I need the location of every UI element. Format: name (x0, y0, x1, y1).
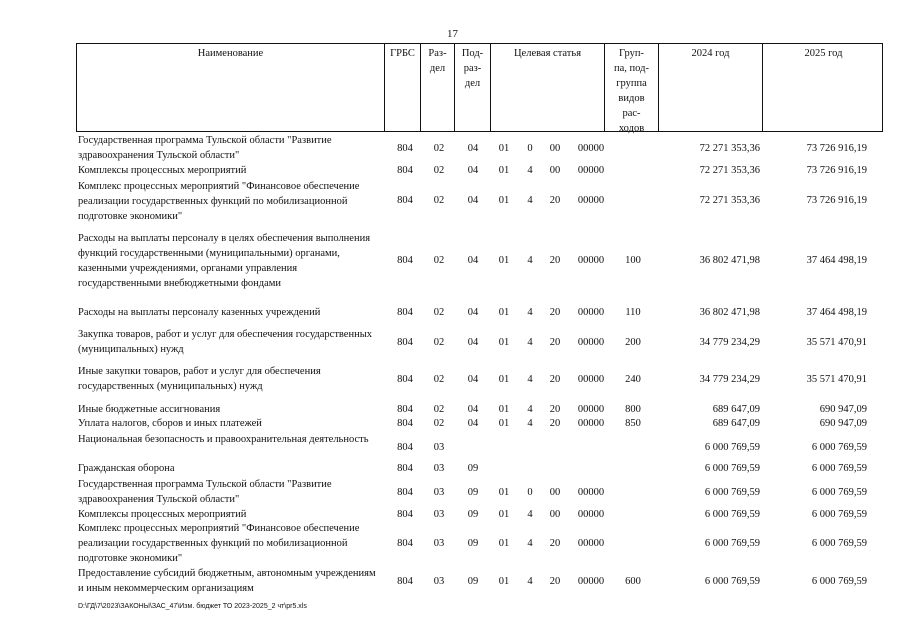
cell-target-program: 01 (498, 418, 510, 429)
cell-razdel: 02 (433, 374, 445, 385)
table-row (0, 133, 905, 163)
cell-target-complex: 20 (549, 195, 561, 206)
cell-grbs: 804 (397, 255, 413, 266)
cell-target-complex: 00 (549, 509, 561, 520)
cell-2024: 6 000 769,59 (704, 576, 760, 587)
table-header (76, 43, 883, 132)
cell-target-type: 4 (527, 337, 533, 348)
cell-target-type: 4 (527, 538, 533, 549)
cell-target-type: 4 (527, 374, 533, 385)
cell-name: Расходы на выплаты персоналу казенных учреждений (78, 307, 321, 318)
table-row (0, 507, 905, 522)
cell-target-program: 01 (498, 255, 510, 266)
cell-target-program: 01 (498, 307, 510, 318)
cell-2024: 34 779 234,29 (699, 337, 760, 348)
cell-2025: 6 000 769,59 (811, 509, 867, 520)
cell-2025: 690 947,09 (819, 404, 867, 415)
table-row (0, 179, 905, 224)
cell-target-program: 01 (498, 195, 510, 206)
table-row (0, 461, 905, 476)
table-row (0, 327, 905, 357)
cell-2024: 36 802 471,98 (699, 307, 760, 318)
cell-grbs: 804 (397, 442, 413, 453)
cell-name: Комплексы процессных мероприятий (78, 165, 247, 176)
cell-2024: 6 000 769,59 (704, 463, 760, 474)
cell-target-complex: 20 (549, 418, 561, 429)
cell-target-complex: 20 (549, 404, 561, 415)
cell-2024: 34 779 234,29 (699, 374, 760, 385)
cell-target-complex: 20 (549, 374, 561, 385)
cell-target-direction: 00000 (577, 418, 605, 429)
col-header-group: Груп- па, под- группа видов рас- ходов (605, 44, 659, 131)
col-header-razdel: Раз- дел (421, 44, 455, 131)
col-header-grbs: ГРБС (385, 44, 421, 131)
cell-expense-group: 600 (625, 576, 641, 587)
cell-expense-group: 240 (625, 374, 641, 385)
cell-podrazdel: 04 (467, 307, 479, 318)
cell-name: Закупка товаров, работ и услуг для обеспечения государственных (муниципальных) нужд (78, 329, 373, 355)
cell-2024: 6 000 769,59 (704, 487, 760, 498)
cell-grbs: 804 (397, 509, 413, 520)
cell-podrazdel: 04 (467, 337, 479, 348)
table-row (0, 163, 905, 178)
cell-name: Комплекс процессных мероприятий "Финансовое обеспечение реализации государственных функций по мобилизационной подготовке экономики" (78, 181, 360, 222)
cell-podrazdel: 09 (467, 487, 479, 498)
cell-2024: 72 271 353,36 (699, 143, 760, 154)
table-row (0, 521, 905, 566)
cell-expense-group: 110 (625, 307, 641, 318)
cell-2024: 6 000 769,59 (704, 509, 760, 520)
cell-expense-group: 200 (625, 337, 641, 348)
cell-2025: 690 947,09 (819, 418, 867, 429)
cell-2025: 6 000 769,59 (811, 442, 867, 453)
cell-target-direction: 00000 (577, 337, 605, 348)
cell-razdel: 02 (433, 143, 445, 154)
table-row (0, 416, 905, 431)
col-header-podrazdel: Под- раз- дел (455, 44, 491, 131)
cell-name: Национальная безопасность и правоохранительная деятельность (78, 434, 369, 445)
cell-name: Иные бюджетные ассигнования (78, 404, 221, 415)
cell-name: Гражданская оборона (78, 463, 175, 474)
cell-target-program: 01 (498, 538, 510, 549)
cell-razdel: 03 (433, 509, 445, 520)
cell-2025: 73 726 916,19 (806, 195, 867, 206)
cell-name: Государственная программа Тульской области "Развитие здравоохранения Тульской области" (78, 479, 332, 505)
col-header-target: Целевая статья (491, 44, 605, 131)
cell-grbs: 804 (397, 418, 413, 429)
cell-grbs: 804 (397, 404, 413, 415)
cell-2025: 6 000 769,59 (811, 576, 867, 587)
cell-2025: 73 726 916,19 (806, 143, 867, 154)
cell-target-direction: 00000 (577, 404, 605, 415)
cell-2024: 72 271 353,36 (699, 195, 760, 206)
cell-razdel: 02 (433, 337, 445, 348)
table-row (0, 402, 905, 417)
cell-podrazdel: 09 (467, 463, 479, 474)
cell-name: Иные закупки товаров, работ и услуг для обеспечения государственных (муниципальных) нужд (78, 366, 321, 392)
cell-2025: 73 726 916,19 (806, 165, 867, 176)
cell-2025: 37 464 498,19 (806, 307, 867, 318)
cell-podrazdel: 04 (467, 418, 479, 429)
cell-grbs: 804 (397, 576, 413, 587)
table-row (0, 305, 905, 320)
cell-target-complex: 00 (549, 165, 561, 176)
cell-target-type: 4 (527, 509, 533, 520)
cell-2025: 6 000 769,59 (811, 463, 867, 474)
table-row (0, 477, 905, 507)
cell-podrazdel: 04 (467, 143, 479, 154)
cell-target-program: 01 (498, 143, 510, 154)
cell-razdel: 02 (433, 195, 445, 206)
cell-grbs: 804 (397, 374, 413, 385)
cell-name: Уплата налогов, сборов и иных платежей (78, 418, 262, 429)
cell-2025: 6 000 769,59 (811, 487, 867, 498)
cell-name: Комплекс процессных мероприятий "Финансовое обеспечение реализации государственных функций по мобилизационной подготовке экономики" (78, 523, 360, 564)
cell-razdel: 03 (433, 442, 445, 453)
cell-target-type: 4 (527, 195, 533, 206)
table-row (0, 364, 905, 394)
cell-podrazdel: 04 (467, 374, 479, 385)
cell-name: Комплексы процессных мероприятий (78, 509, 247, 520)
cell-target-direction: 00000 (577, 538, 605, 549)
cell-target-type: 4 (527, 255, 533, 266)
cell-podrazdel: 04 (467, 195, 479, 206)
table-row (0, 432, 905, 462)
cell-target-complex: 00 (549, 487, 561, 498)
cell-razdel: 02 (433, 255, 445, 266)
cell-target-complex: 20 (549, 337, 561, 348)
cell-target-complex: 20 (549, 307, 561, 318)
cell-razdel: 03 (433, 487, 445, 498)
cell-podrazdel: 09 (467, 509, 479, 520)
cell-expense-group: 100 (625, 255, 641, 266)
cell-target-program: 01 (498, 374, 510, 385)
cell-target-complex: 20 (549, 255, 561, 266)
cell-2025: 35 571 470,91 (806, 337, 867, 348)
cell-name: Предоставление субсидий бюджетным, автономным учреждениям и иным некоммерческим организациям (78, 568, 376, 594)
cell-podrazdel: 09 (467, 576, 479, 587)
cell-target-complex: 20 (549, 576, 561, 587)
cell-razdel: 02 (433, 165, 445, 176)
cell-grbs: 804 (397, 307, 413, 318)
cell-target-direction: 00000 (577, 374, 605, 385)
cell-target-direction: 00000 (577, 195, 605, 206)
table-row (0, 231, 905, 291)
cell-podrazdel: 04 (467, 165, 479, 176)
footer-file-path: D:\ГД\7\2023\ЗАКОНЫ\ЗАС_47\Изм. бюджет ТО 2023-2025_2 чт\pr5.xls (78, 603, 307, 610)
cell-podrazdel: 04 (467, 404, 479, 415)
cell-2025: 35 571 470,91 (806, 374, 867, 385)
cell-target-complex: 20 (549, 538, 561, 549)
col-header-2024: 2024 год (659, 44, 763, 131)
cell-grbs: 804 (397, 463, 413, 474)
cell-grbs: 804 (397, 165, 413, 176)
col-header-name: Наименование (77, 44, 385, 131)
page-number: 17 (447, 28, 458, 40)
cell-2024: 36 802 471,98 (699, 255, 760, 266)
cell-expense-group: 850 (625, 418, 641, 429)
cell-2024: 6 000 769,59 (704, 538, 760, 549)
cell-target-type: 4 (527, 576, 533, 587)
cell-grbs: 804 (397, 337, 413, 348)
cell-target-complex: 00 (549, 143, 561, 154)
cell-target-direction: 00000 (577, 255, 605, 266)
cell-name: Расходы на выплаты персоналу в целях обеспечения выполнения функций государственными (муниципальными) органами, казенными учреждениями, органами управления государственными внебюджетными фондами (78, 233, 371, 289)
cell-grbs: 804 (397, 538, 413, 549)
cell-target-type: 4 (527, 165, 533, 176)
cell-target-program: 01 (498, 404, 510, 415)
cell-target-type: 4 (527, 307, 533, 318)
cell-target-type: 4 (527, 418, 533, 429)
cell-expense-group: 800 (625, 404, 641, 415)
cell-razdel: 02 (433, 404, 445, 415)
cell-target-direction: 00000 (577, 487, 605, 498)
cell-target-program: 01 (498, 487, 510, 498)
cell-target-type: 0 (527, 143, 533, 154)
col-header-2025: 2025 год (804, 48, 843, 59)
cell-2024: 6 000 769,59 (704, 442, 760, 453)
cell-target-direction: 00000 (577, 576, 605, 587)
cell-podrazdel: 04 (467, 255, 479, 266)
table-row (0, 566, 905, 596)
cell-target-direction: 00000 (577, 143, 605, 154)
cell-target-type: 4 (527, 404, 533, 415)
cell-grbs: 804 (397, 487, 413, 498)
cell-2025: 37 464 498,19 (806, 255, 867, 266)
cell-target-program: 01 (498, 576, 510, 587)
cell-2024: 689 647,09 (712, 404, 760, 415)
cell-grbs: 804 (397, 195, 413, 206)
cell-target-direction: 00000 (577, 165, 605, 176)
cell-2024: 689 647,09 (712, 418, 760, 429)
cell-target-direction: 00000 (577, 509, 605, 520)
cell-razdel: 03 (433, 463, 445, 474)
cell-name: Государственная программа Тульской области "Развитие здравоохранения Тульской области" (78, 135, 332, 161)
cell-target-program: 01 (498, 165, 510, 176)
cell-2024: 72 271 353,36 (699, 165, 760, 176)
cell-razdel: 03 (433, 538, 445, 549)
cell-razdel: 02 (433, 307, 445, 318)
cell-target-program: 01 (498, 509, 510, 520)
cell-2025: 6 000 769,59 (811, 538, 867, 549)
cell-grbs: 804 (397, 143, 413, 154)
cell-razdel: 02 (433, 418, 445, 429)
cell-target-direction: 00000 (577, 307, 605, 318)
cell-razdel: 03 (433, 576, 445, 587)
cell-target-type: 0 (527, 487, 533, 498)
cell-target-program: 01 (498, 337, 510, 348)
cell-podrazdel: 09 (467, 538, 479, 549)
